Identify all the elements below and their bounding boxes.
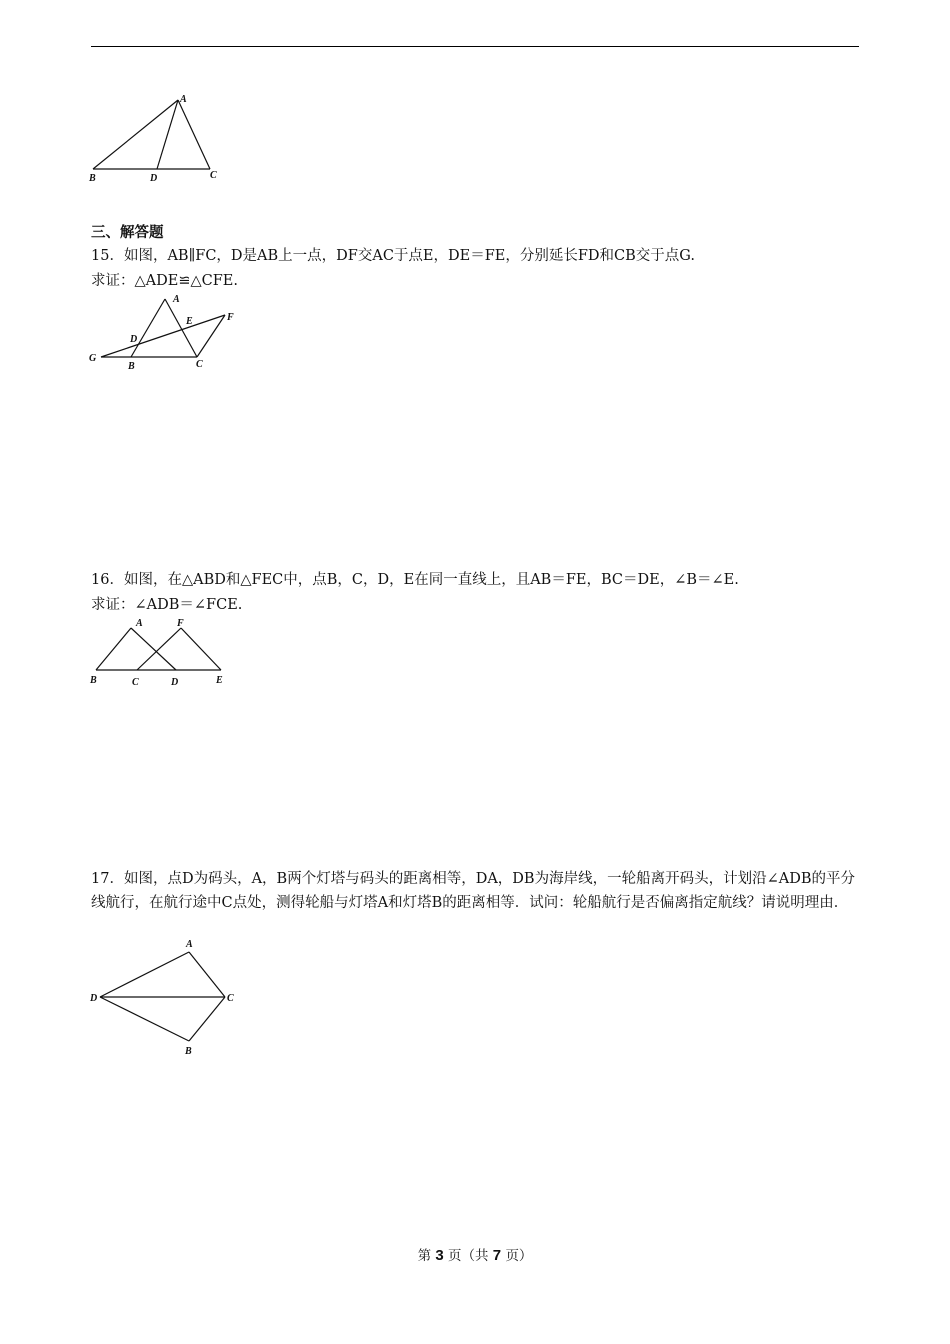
label-E: E [186, 316, 193, 327]
label-F: F [227, 312, 234, 323]
q15-figure [85, 290, 255, 380]
q16-prove: 求证：∠ADB＝∠FCE. [91, 597, 243, 613]
footer-pre: 第 [417, 1248, 432, 1264]
label-C: C [196, 359, 203, 370]
label-A: A [180, 94, 187, 105]
header-rule [91, 46, 859, 47]
triangle-figure-abc [85, 90, 225, 190]
label-D: D [90, 993, 98, 1004]
label-C: C [132, 677, 139, 688]
label-D: D [171, 677, 179, 688]
label-B: B [89, 173, 96, 184]
footer-page-number: 3 [435, 1247, 444, 1264]
q16-figure [85, 612, 235, 692]
label-A: A [136, 618, 143, 629]
label-A: A [186, 939, 193, 950]
section-title: 三、解答题 [91, 225, 164, 241]
label-C: C [227, 993, 234, 1004]
label-D: D [130, 334, 138, 345]
footer-total-pages: 7 [492, 1247, 502, 1264]
label-C: C [210, 170, 217, 181]
label-D: D [150, 173, 158, 184]
q15-prove: 求证：△ADE≌△CFE. [91, 273, 238, 289]
q15-statement: 15．如图，AB∥FC，D是AB上一点，DF交AC于点E，DE＝FE，分别延长FD和CB交于点G. [91, 248, 695, 264]
label-B: B [185, 1046, 192, 1057]
label-B: B [128, 361, 135, 372]
q16-statement: 16．如图，在△ABD和△FEC中，点B，C，D，E在同一直线上，且AB＝FE，BC＝DE，∠B＝∠E. [91, 572, 739, 588]
label-G: G [89, 353, 97, 364]
q17-statement: 17．如图，点D为码头，A，B两个灯塔与码头的距离相等，DA，DB为海岸线，一轮船离开码头，计划沿∠ADB的平分线航行，在航行途中C点处，测得轮船与灯塔A和灯塔B的距离相等．试问：轮船航行是否偏离指定航线？请说明理由． [91, 871, 855, 911]
footer-mid: 页（共 [448, 1248, 489, 1264]
footer-post: 页） [505, 1248, 533, 1264]
label-A: A [173, 294, 180, 305]
label-F: F [177, 618, 184, 629]
page-footer [0, 1244, 950, 1264]
label-E: E [216, 675, 223, 686]
q17-figure [85, 935, 250, 1065]
label-B: B [90, 675, 97, 686]
